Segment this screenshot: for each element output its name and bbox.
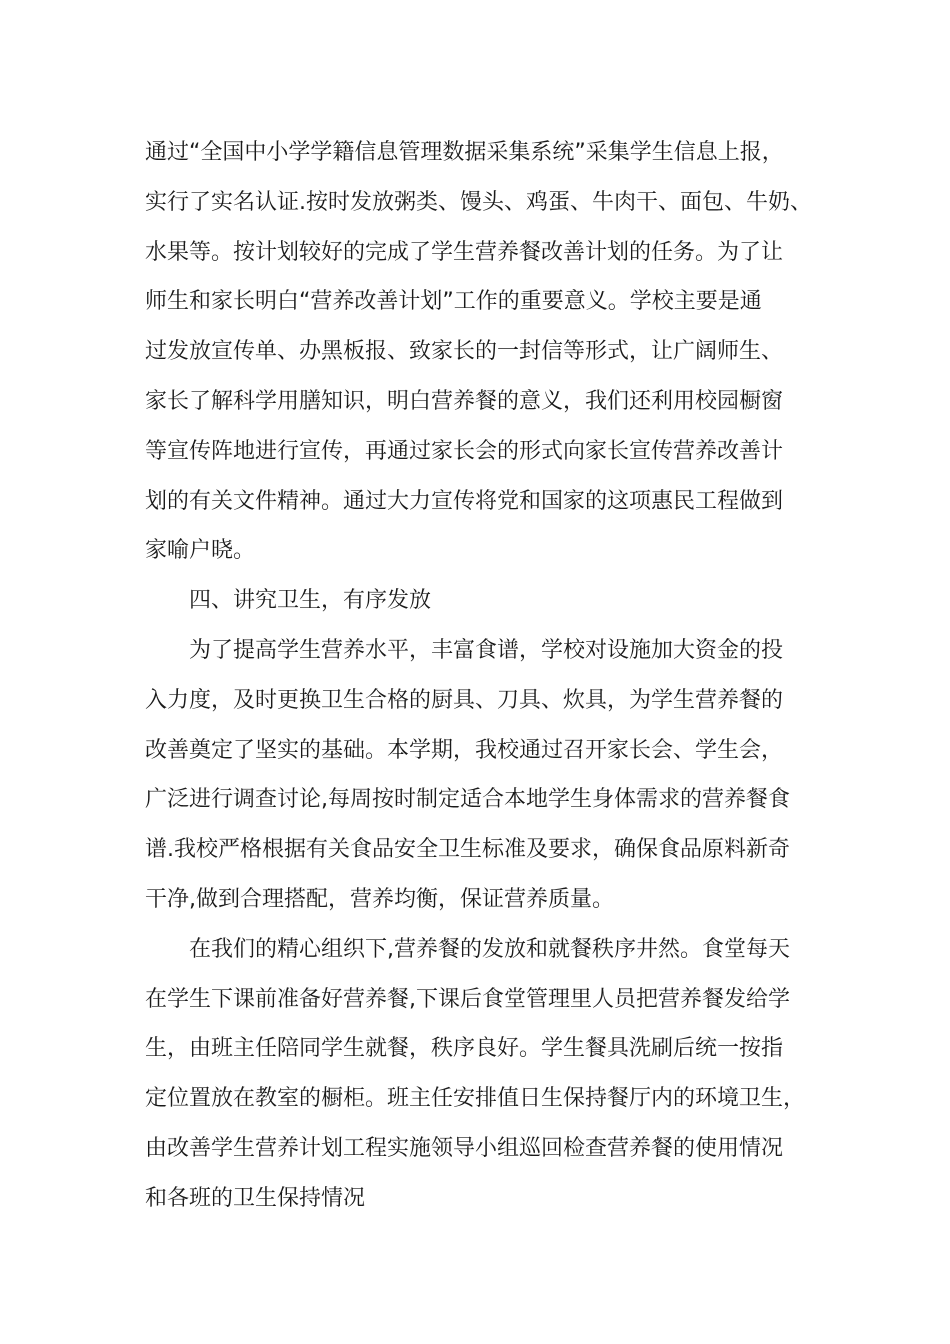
text-line: 师生和家长明白“营养改善计划”工作的重要意义。学校主要是通 [145, 289, 762, 315]
text-line: 干净,做到合理搭配，营养均衡，保证营养质量。 [145, 886, 614, 912]
text-line: 在学生下课前准备好营养餐,下课后食堂管理里人员把营养餐发给学 [145, 986, 790, 1012]
text-line: 水果等。按计划较好的完成了学生营养餐改善计划的任务。为了让 [145, 239, 784, 265]
text-line: 改善奠定了坚实的基础。本学期，我校通过召开家长会、学生会， [145, 737, 784, 763]
text-line: 家喻户晓。 [145, 538, 256, 564]
text-line: 和各班的卫生保持情况 [145, 1185, 366, 1211]
text-line: 实行了实名认证.按时发放粥类、馒头、鸡蛋、牛肉干、面包、牛奶、 [145, 189, 812, 215]
text-line: 广泛进行调查讨论,每周按时制定适合本地学生身体需求的营养餐食 [145, 787, 790, 813]
text-line: 通过“全国中小学学籍信息管理数据采集系统”采集学生信息上报， [145, 140, 784, 165]
text-line: 等宣传阵地进行宣传，再通过家长会的形式向家长宣传营养改善计 [145, 438, 784, 464]
text-line: 过发放宣传单、办黑板报、致家长的一封信等形式，让广阔师生、 [145, 339, 784, 365]
text-line: 划的有关文件精神。通过大力宣传将党和国家的这项惠民工程做到 [145, 488, 784, 514]
text-line: 在我们的精心组织下,营养餐的发放和就餐秩序井然。食堂每天 [189, 936, 790, 962]
text-line: 谱.我校严格根据有关食品安全卫生标准及要求，确保食品原料新奇 [145, 837, 790, 863]
text-line: 家长了解科学用膳知识，明白营养餐的意义，我们还利用校园橱窗 [145, 388, 784, 414]
text-line: 为了提高学生营养水平，丰富食谱，学校对设施加大资金的投 [189, 637, 784, 663]
text-line: 由改善学生营养计划工程实施领导小组巡回检查营养餐的使用情况 [145, 1135, 784, 1161]
document-body [145, 128, 815, 1224]
section-heading: 四、讲究卫生，有序发放 [189, 588, 432, 614]
text-line: 生，由班主任陪同学生就餐，秩序良好。学生餐具洗刷后统一按指 [145, 1036, 784, 1062]
text-line: 定位置放在教室的橱柜。班主任安排值日生保持餐厅内的环境卫生， [145, 1086, 806, 1112]
text-line: 入力度，及时更换卫生合格的厨具、刀具、炊具，为学生营养餐的 [145, 687, 784, 713]
